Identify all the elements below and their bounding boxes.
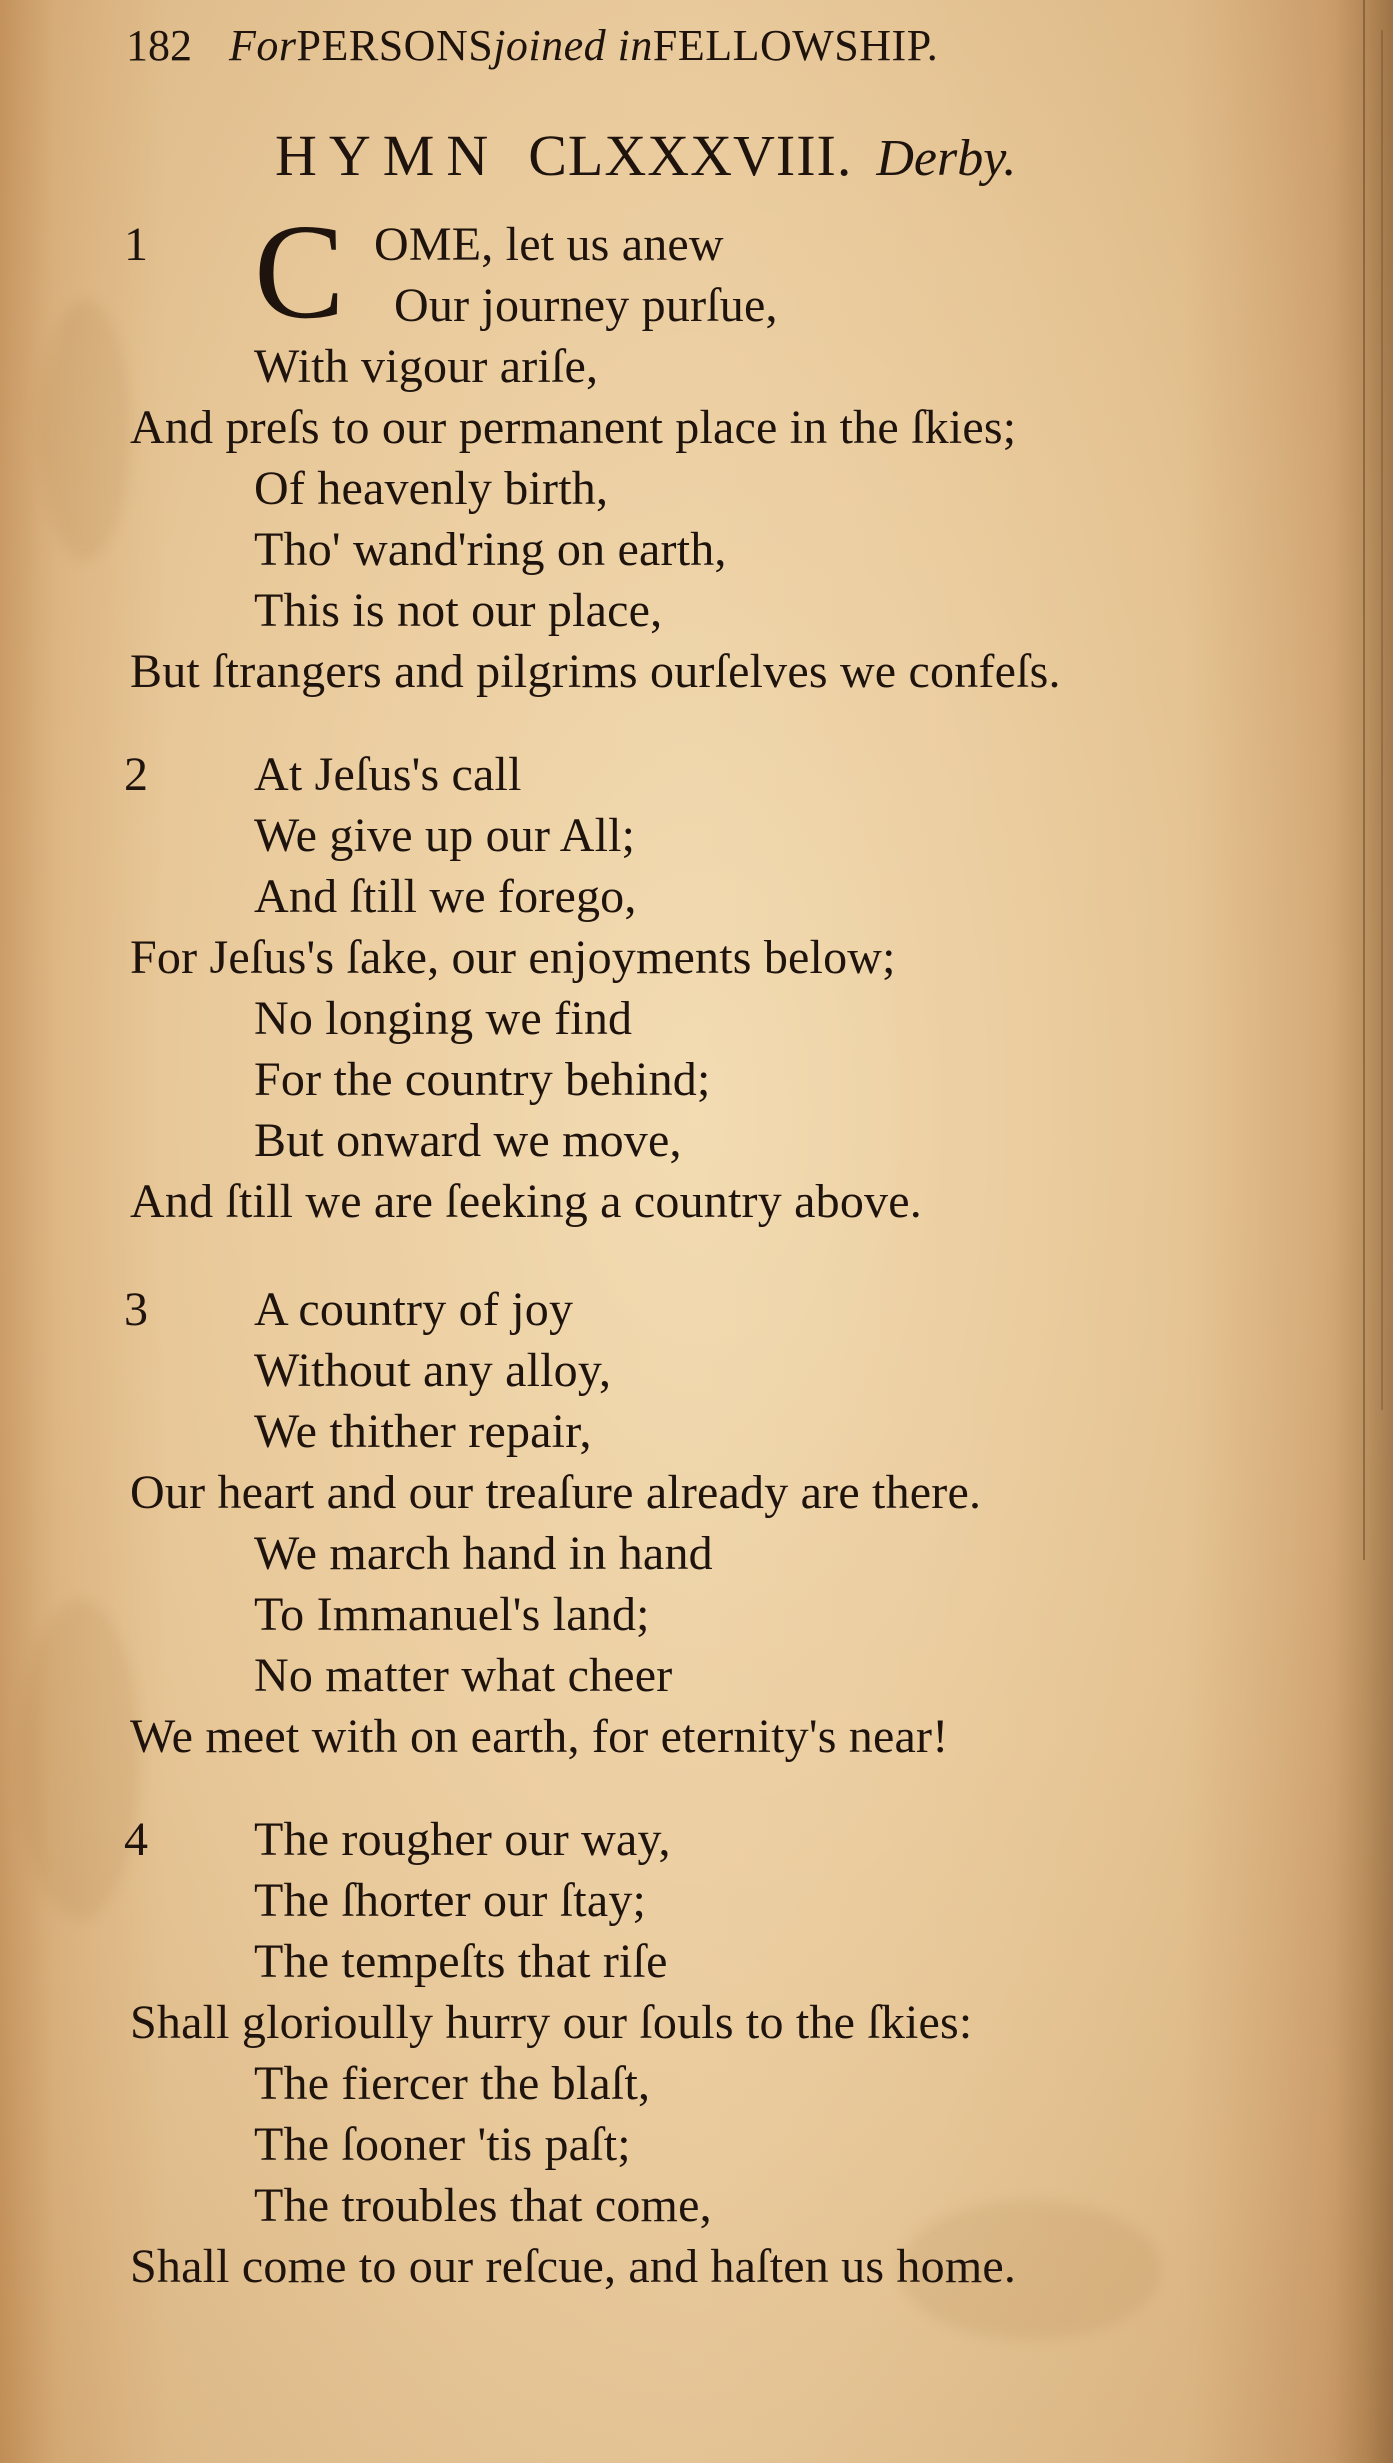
verse-line: To Immanuel's land; [254,1588,650,1641]
verse-line: Our journey purſue, [394,279,778,332]
verse-line: Of heavenly birth, [254,462,609,515]
running-head-italic-for: For [229,21,297,70]
verse-line: Shall come to our reſcue, and haſten us home. [130,2240,1017,2293]
stanza-number: 4 [124,1813,148,1866]
verse-line: The ſooner 'tis paſt; [254,2118,631,2171]
hymn-numeral: CLXXXVIII. [528,123,853,188]
drop-cap [254,197,384,347]
verse-line: Tho' wand'ring on earth, [254,523,727,576]
stanza-number: 3 [124,1283,148,1336]
verse-line: Our heart and our treaſure already are there. [130,1466,982,1519]
verse-line: For Jeſus's ſake, our enjoyments below; [130,931,896,984]
verse-line: But ſtrangers and pilgrims ourſelves we confeſs. [130,645,1061,698]
verse-line: For the country behind; [254,1053,711,1106]
verse-line: No matter what cheer [254,1649,673,1702]
verse-line: The ſhorter our ſtay; [254,1874,647,1927]
verse-line: But onward we move, [254,1114,682,1167]
verse-line: Without any alloy, [254,1344,612,1397]
verse-line: The fiercer the blaſt, [254,2057,651,2110]
verse-line: At Jeſus's call [254,748,522,801]
verse-line: And ſtill we forego, [254,870,637,923]
verse-line: We march hand in hand [254,1527,713,1580]
verse-line: A country of joy [254,1283,574,1336]
hymn-tune: Derby. [876,130,1017,187]
verse-line: This is not our place, [254,584,663,637]
verse-line: The troubles that come, [254,2179,712,2232]
stanza-number: 1 [124,218,148,271]
running-head-italic-joined: joined in [493,21,653,70]
verse-line: The rougher our way, [254,1813,671,1866]
verse-line: We give up our All; [254,809,636,862]
verse-line: Shall glorioully hurry our ſouls to the ſkies: [130,1996,973,2049]
page-number: 182 [126,21,192,70]
verse-line: With vigour ariſe, [254,340,599,393]
stanza-number: 2 [124,748,148,801]
verse-line: We meet with on earth, for eternity's near! [130,1710,949,1763]
verse-line: The tempeſts that riſe [254,1935,668,1988]
running-head-persons: PERSONS [296,21,494,70]
verse-line: No longing we find [254,992,633,1045]
verse-line: And preſs to our permanent place in the ſkies; [130,401,1017,454]
running-head-fellowship: FELLOWSHIP. [652,21,939,70]
hymn-label: HYMN [275,123,501,188]
verse-line: We thither repair, [254,1405,592,1458]
drop-cap-letter: C [254,197,345,347]
verse-line: OME, let us anew [374,218,724,271]
verse-line: And ſtill we are ſeeking a country above. [130,1175,922,1228]
